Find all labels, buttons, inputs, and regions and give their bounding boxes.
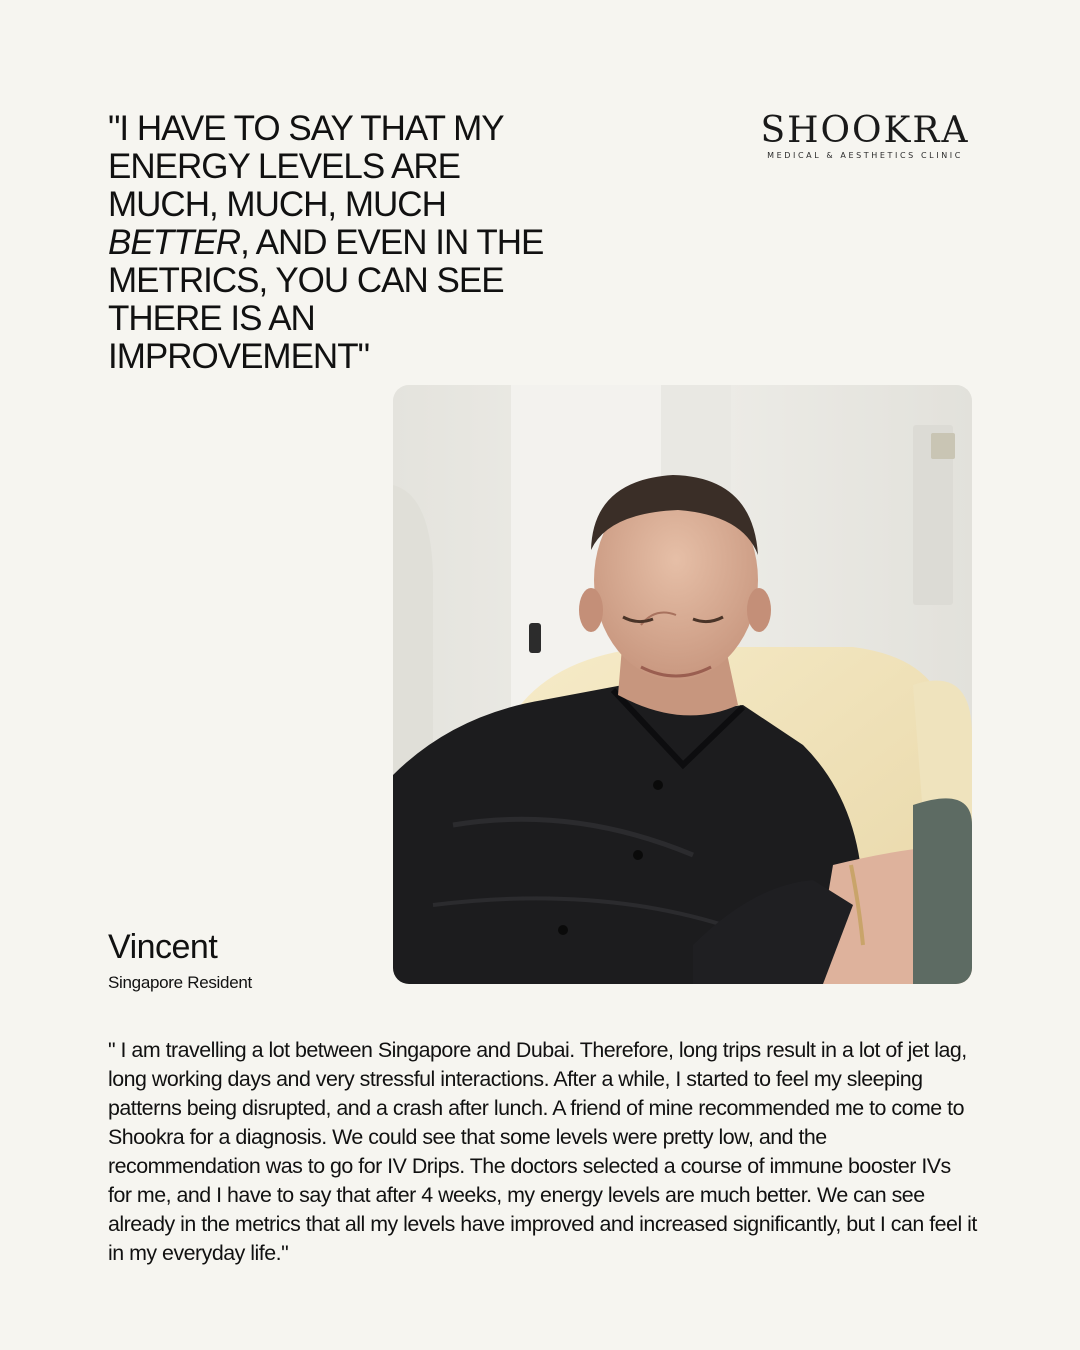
headline-emphasis: BETTER (108, 223, 241, 262)
logo-wordmark: SHOOKRA (760, 110, 970, 151)
headline-text-start: "I HAVE TO SAY THAT MY ENERGY LEVELS ARE MUCH, MUCH, MUCH (108, 109, 504, 224)
logo-tagline: MEDICAL & AESTHETICS CLINIC (767, 151, 963, 160)
testimonial-photo (393, 385, 972, 984)
headline-quote (108, 110, 548, 376)
photo-illustration (393, 385, 972, 984)
testimonial-body: " I am travelling a lot between Singapore and Dubai. Therefore, long trips result in a lot of jet lag, long working days and very stressful interactions. After a while, I started to feel my sleeping patterns being disrupted, and a crash after lunch. A friend of mine recommended me to come to Shookra for a diagnosis. We could see that some levels were pretty low, and the recommendation was to go for IV Drips. The doctors selected a course of immune booster IVs for me, and I have to say that after 4 weeks, my energy levels are much better. We can see already in the metrics that all my levels have improved and increased significantly, but I can feel it in my everyday life." (108, 1038, 977, 1265)
person-name: Vincent (108, 928, 218, 966)
brand-logo (758, 112, 972, 160)
person-role: Singapore Resident (108, 973, 252, 992)
headline-text-end: , AND EVEN IN THE METRICS, YOU CAN SEE THERE IS AN IMPROVEMENT" (108, 223, 544, 376)
